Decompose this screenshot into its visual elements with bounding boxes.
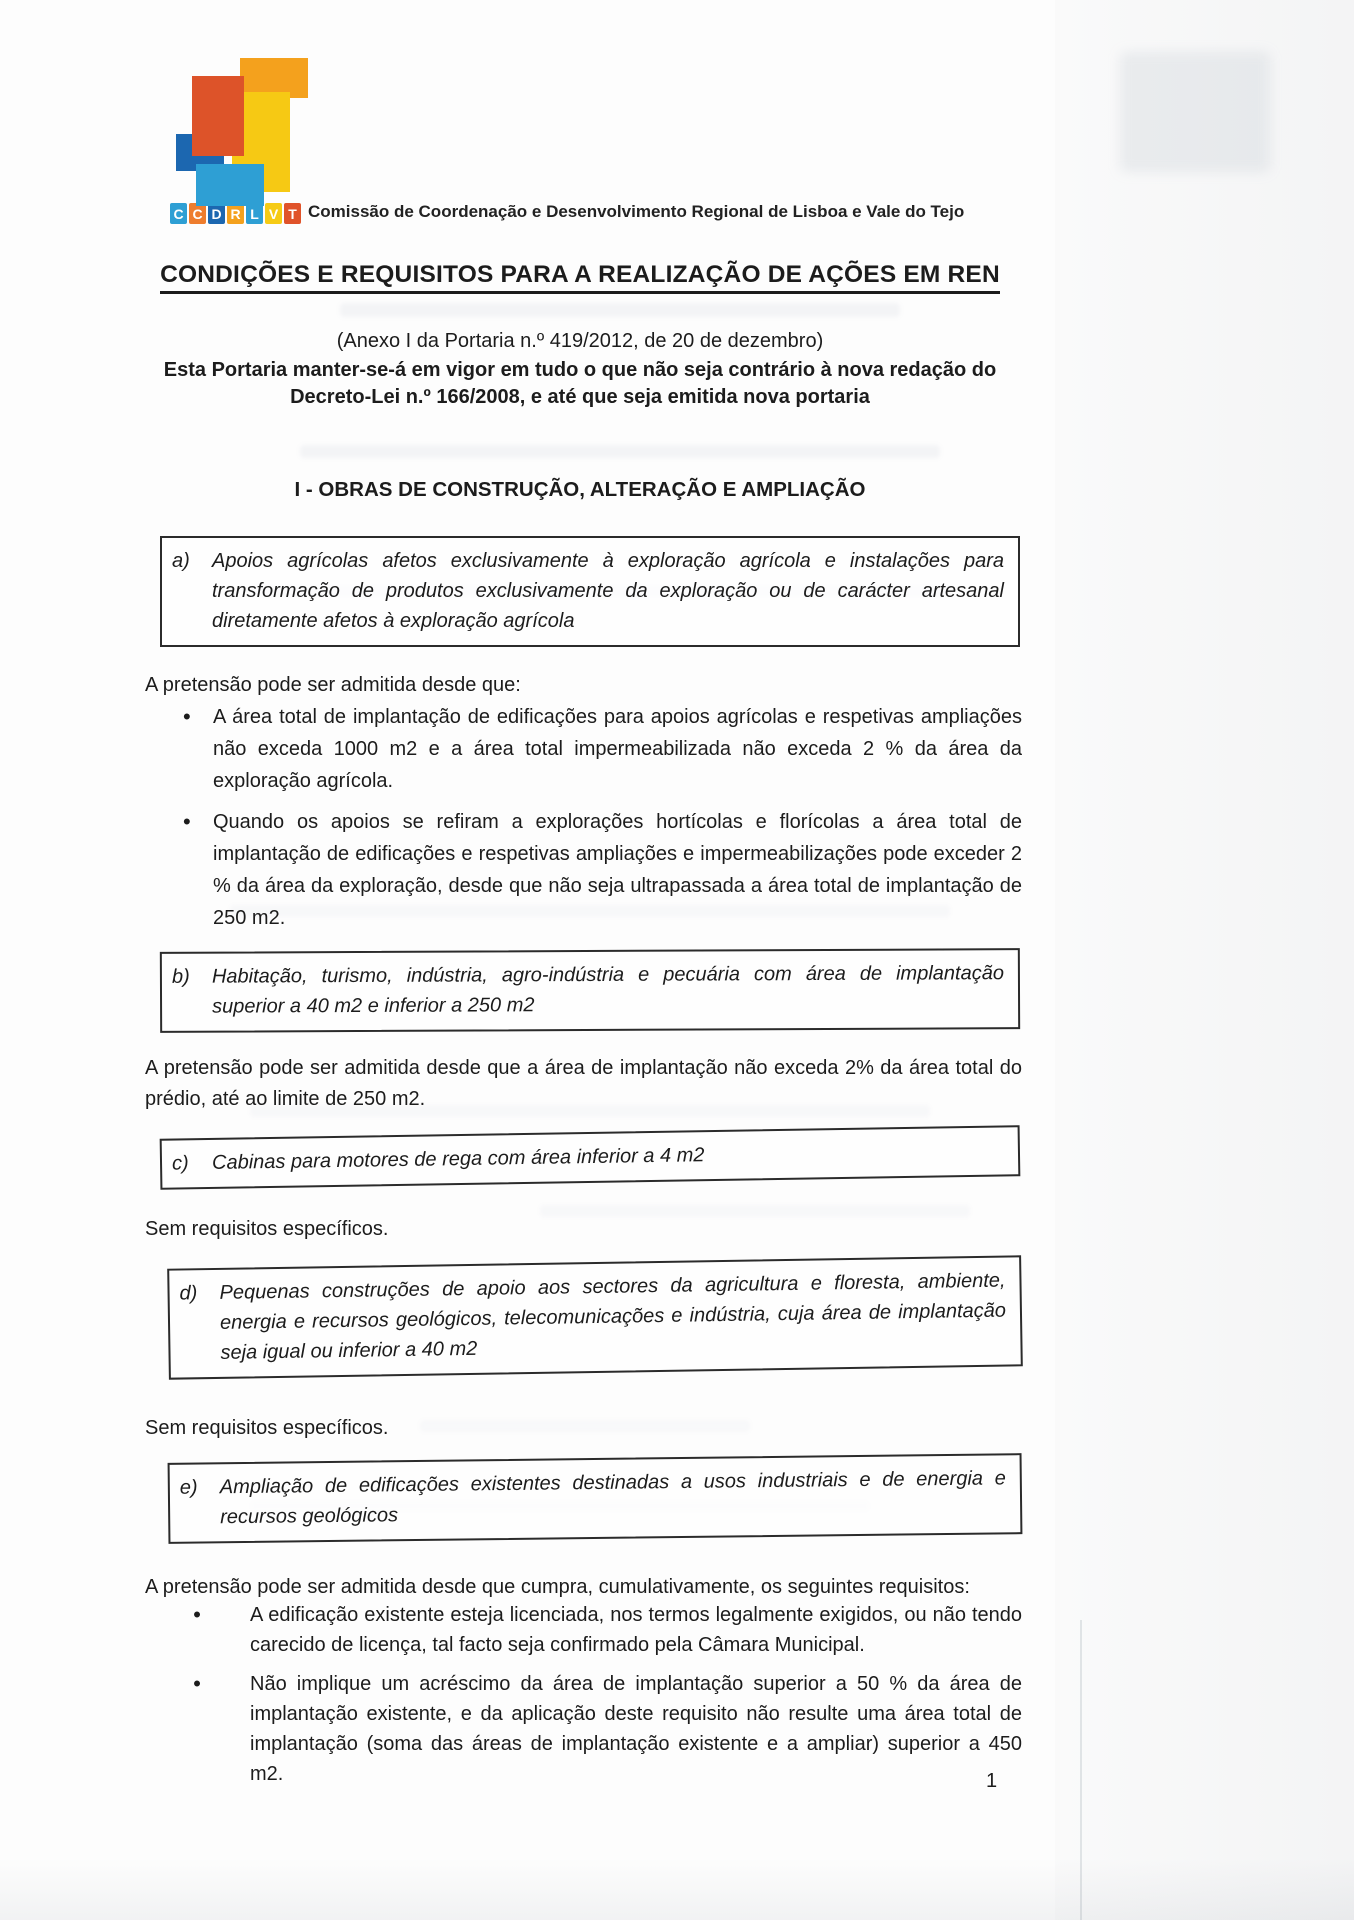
- list-item: • A edificação existente esteja licenciada, nos termos legalmente exigidos, ou não tendo carecido de licença, tal facto seja confirmado pela Câmara Municipal.: [145, 1600, 1022, 1660]
- item-box-text: Ampliação de edificações existentes destinadas a usos industriais e de energia e recursos geológicos: [219, 1467, 1006, 1529]
- requirement-box-b: [160, 948, 1020, 1033]
- item-a-intro: A pretensão pode ser admitida desde que:: [145, 674, 521, 696]
- ccdr-lvt-logo-icon: [176, 58, 316, 208]
- item-label: b): [171, 965, 190, 988]
- list-item: • Não implique um acréscimo da área de implantação superior a 50 % da área de implantação existente, e da aplicação deste requisito não resulte uma área total de implantação (soma das áreas de implantação existente e a ampliar) superior a 450 m2.: [145, 1669, 1022, 1789]
- requirement-box-d: [167, 1255, 1023, 1379]
- section-heading: I - OBRAS DE CONSTRUÇÃO, ALTERAÇÃO E AMPLIAÇÃO: [294, 478, 866, 501]
- item-box-text: Apoios agrícolas afetos exclusivamente à exploração agrícola e instalações para transformação de produtos exclusivamente da exploração ou de carácter artesanal diretamente afetos à exploração agrícola: [212, 550, 1004, 632]
- scan-artifact: [300, 445, 940, 458]
- requirement-box-a: [160, 536, 1020, 647]
- item-label: e): [179, 1476, 198, 1499]
- scan-artifact: [1080, 1620, 1082, 1920]
- item-c-intro: Sem requisitos específicos.: [145, 1218, 389, 1240]
- acronym-tile: L: [246, 203, 263, 224]
- acronym-tile: C: [170, 203, 187, 224]
- item-box-text: Habitação, turismo, indústria, agro-indústria e pecuária com área de implantação superior a 40 m2 e inferior a 250 m2: [211, 962, 1004, 1018]
- document-title-text: CONDIÇÕES E REQUISITOS PARA A REALIZAÇÃO DE AÇÕES EM REN: [160, 261, 1000, 294]
- acronym-tile: C: [189, 203, 206, 224]
- organization-name: Comissão de Coordenação e Desenvolvimento Regional de Lisboa e Vale do Tejo: [308, 202, 965, 221]
- acronym-tile: T: [284, 203, 301, 224]
- document-subtitle: (Anexo I da Portaria n.º 419/2012, de 20 de dezembro): [336, 330, 824, 352]
- acronym-tile: V: [265, 203, 282, 224]
- scan-artifact: [340, 303, 900, 317]
- item-label: c): [171, 1152, 189, 1175]
- item-d-intro: Sem requisitos específicos.: [145, 1417, 389, 1439]
- scan-artifact: [1120, 52, 1270, 172]
- item-box-text: Pequenas construções de apoio aos sectores da agricultura e floresta, ambiente, energia e recursos geológicos, telecomunicações e indústria, cuja área de implantação seja igual ou inferior a 40 m2: [219, 1269, 1007, 1364]
- portaria-notice: Esta Portaria manter-se-á em vigor em tudo o que não seja contrário à nova redação do Decreto-Lei n.º 166/2008, e até que seja emitida nova portaria: [163, 359, 997, 408]
- page-number: 1: [986, 1770, 998, 1792]
- ccdrlvt-acronym-badge: [170, 203, 301, 224]
- item-a-bullet-list: [145, 701, 1022, 943]
- requirement-box-c: [160, 1125, 1021, 1190]
- scan-artifact: [1055, 0, 1354, 1920]
- acronym-tile: D: [208, 203, 225, 224]
- item-e-intro: A pretensão pode ser admitida desde que cumpra, cumulativamente, os seguintes requisitos:: [145, 1576, 970, 1598]
- acronym-tile: R: [227, 203, 244, 224]
- list-item: • A área total de implantação de edificações para apoios agrícolas e respetivas ampliações não exceda 1000 m2 e a área total impermeabilizada não exceda 2 % da área da exploração agrícola.: [145, 701, 1022, 797]
- item-box-text: Cabinas para motores de rega com área inferior a 4 m2: [211, 1144, 705, 1174]
- item-e-bullet-list: [145, 1600, 1022, 1798]
- item-b-intro: A pretensão pode ser admitida desde que a área de implantação não exceda 2% da área total do prédio, até ao limite de 250 m2.: [145, 1057, 1022, 1110]
- requirement-box-e: [168, 1453, 1023, 1544]
- list-item: • Quando os apoios se refiram a explorações hortícolas e florícolas a área total de implantação de edificações e respetivas ampliações e impermeabilizações pode exceder 2 % da área da exploração, desde que não seja ultrapassada a área total de implantação de 250 m2.: [145, 806, 1022, 934]
- item-label: a): [172, 550, 190, 572]
- document-title: [140, 261, 1020, 289]
- item-label: d): [179, 1282, 198, 1305]
- scan-artifact: [0, 1858, 1354, 1920]
